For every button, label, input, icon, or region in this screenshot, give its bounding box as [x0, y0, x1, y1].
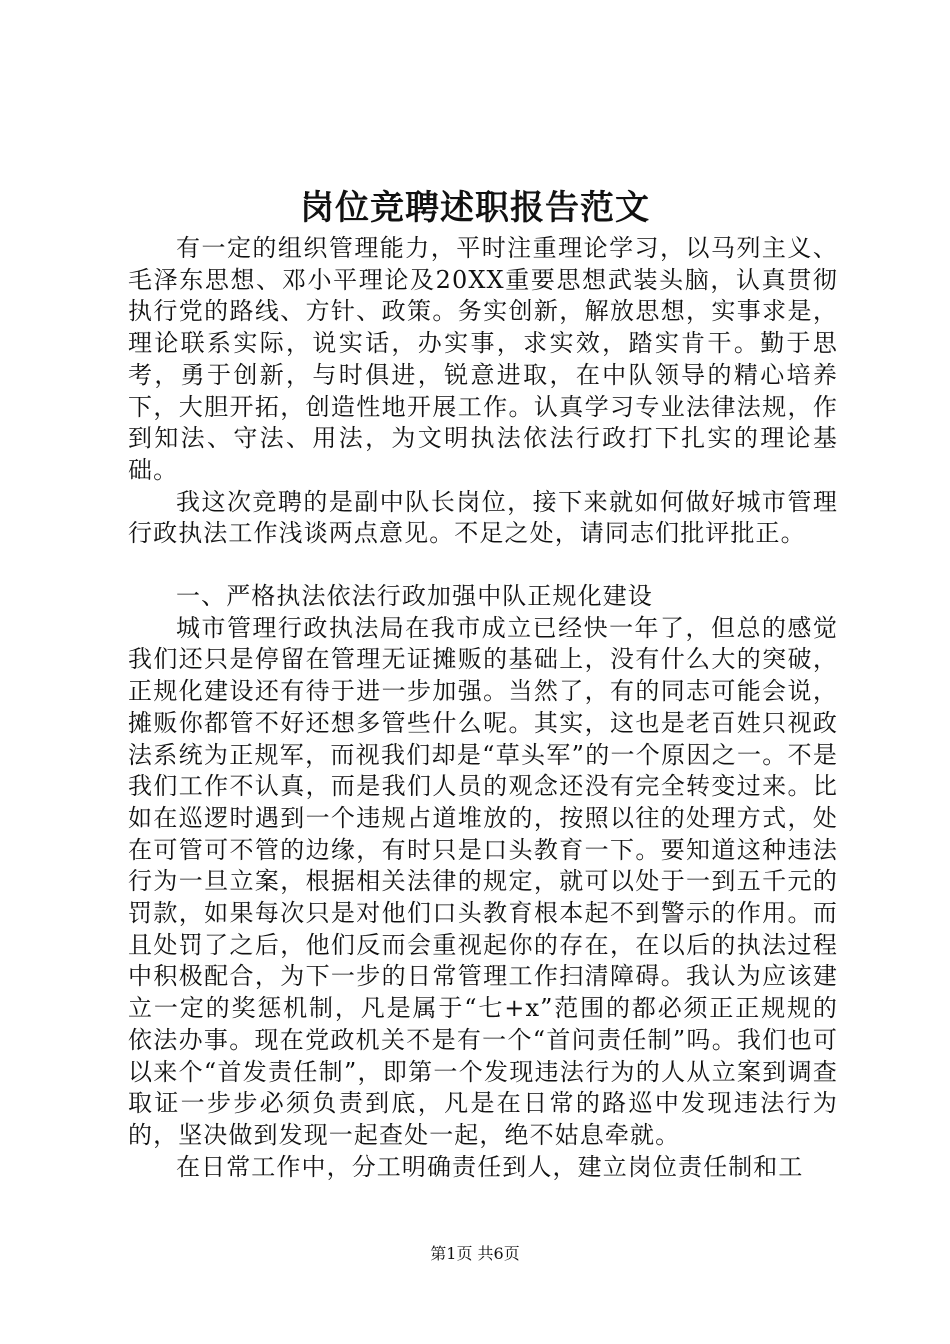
section-heading: 一、严格执法依法行政加强中队正规化建设 [176, 582, 653, 611]
page-footer: 第1页 共6页 [430, 1244, 520, 1263]
paragraph-position: 我这次竞聘的是副中队长岗位，接下来就如何做好城市管理行政执法工作浅谈两点意见。不足之处，请同志们批评批正。 [128, 487, 838, 548]
document-body [128, 233, 838, 1183]
paragraph-intro: 有一定的组织管理能力，平时注重理论学习，以马列主义、毛泽东思想、邓小平理论及20XX重要思想武装头脑，认真贯彻执行党的路线、方针、政策。务实创新，解放思想，实事求是，理论联系实际，说实话，办实事，求实效，踏实肯干。勤于思考，勇于创新，与时俱进，锐意进取，在中队领导的精心培养下，大胆开拓，创造性地开展工作。认真学习专业法律法规，作到知法、守法、用法，为文明执法依法行政打下扎实的理论基础。 [128, 234, 838, 484]
paragraph-section-continued: 在日常工作中，分工明确责任到人，建立岗位责任制和工 [176, 1152, 804, 1181]
paragraph-section-body: 城市管理行政执法局在我市成立已经快一年了，但总的感觉我们还只是停留在管理无证摊贩的基础上，没有什么大的突破，正规化建设还有待于进一步加强。当然了，有的同志可能会说，摊贩你都管不好还想多管些什么呢。其实，这也是老百姓只视政法系统为正规军，而视我们却是“草头军”的一个原因之一。不是我们工作不认真，而是我们人员的观念还没有完全转变过来。比如在巡逻时遇到一个违规占道堆放的，按照以往的处理方式，处在可管可不管的边缘，有时只是口头教育一下。要知道这种违法行为一旦立案，根据相关法律的规定，就可以处于一到五千元的罚款，如果每次只是对他们口头教育根本起不到警示的作用。而且处罚了之后，他们反而会重视起你的存在，在以后的执法过程中积极配合，为下一步的日常管理工作扫清障碍。我认为应该建立一定的奖惩机制，凡是属于“七+x”范围的都必须正正规规的依法办事。现在党政机关不是有一个“首问责任制”吗。我们也可以来个“首发责任制”，即第一个发现违法行为的人从立案到调查取证一步步必须负责到底，凡是在日常的路巡中发现违法行为的，坚决做到发现一起查处一起，绝不姑息牵就。 [128, 613, 838, 1149]
document-title: 岗位竞聘述职报告范文 [300, 188, 650, 228]
